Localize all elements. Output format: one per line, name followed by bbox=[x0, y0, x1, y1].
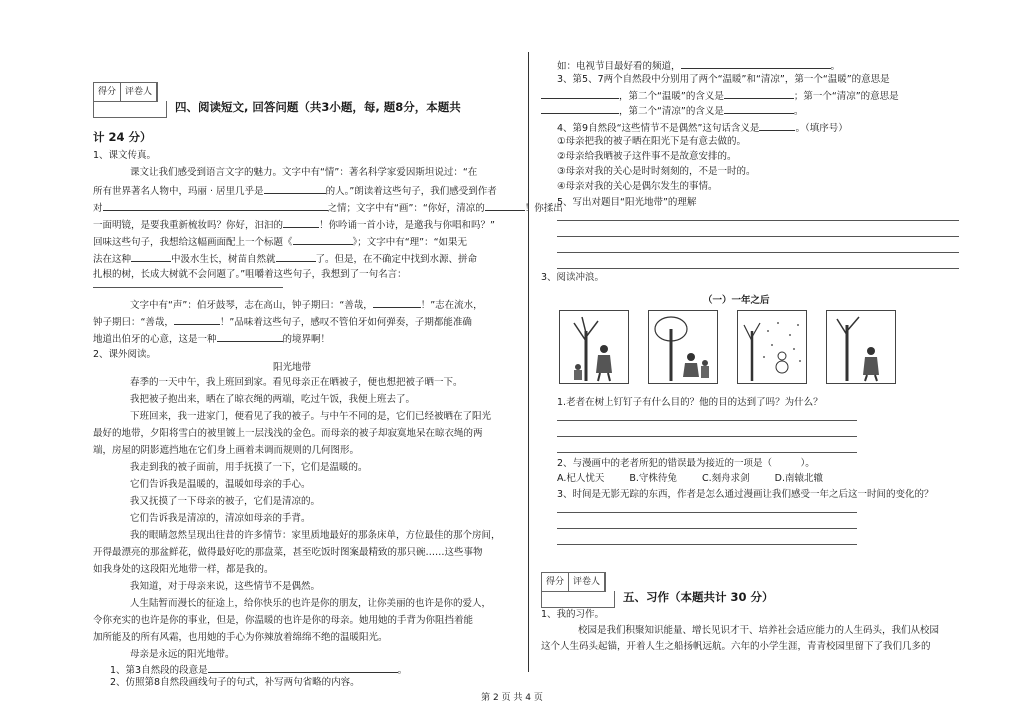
answer-line bbox=[557, 236, 959, 237]
page-number-footer: 第 2 页 共 4 页 bbox=[481, 693, 543, 703]
comic-question-1: 1.老者在树上钉钉子有什么目的？他的目的达到了吗？为什么？ bbox=[557, 397, 823, 408]
answer-line bbox=[557, 544, 857, 545]
score-box-left bbox=[93, 82, 158, 102]
answer-line bbox=[557, 220, 959, 221]
p2-line1: 文字中有“声”：伯牙鼓琴，志在高山，钟子期曰：“善哉， ！”志在流水， bbox=[130, 297, 483, 313]
choice-a: A.杞人忧天 bbox=[557, 473, 605, 484]
tree-man-illustration bbox=[560, 311, 628, 383]
snow-scene-illustration bbox=[738, 311, 806, 383]
story-line: 最好的地带，夕阳将雪白的被里镀上一层浅浅的金色。而母亲的被子却寂寞地呆在晾衣绳的两 bbox=[93, 428, 483, 439]
score-box-right bbox=[541, 572, 606, 592]
q3-line2: ，第二个“温暖”的含义是 ；第一个“清凉”的意思是 bbox=[541, 88, 899, 104]
option-3: ③母亲对我的关心是时时刻刻的，不是一时的。 bbox=[557, 166, 756, 177]
comic-choices bbox=[557, 472, 823, 486]
story-line: 下班回来，我一进家门，便看见了我的被子。与中午不同的是，它们已经被晒在了阳光 bbox=[130, 411, 492, 422]
answer-line bbox=[557, 528, 857, 529]
sub-question-2: 2、仿照第8自然段画线句子的句式，补写两句省略的内容。 bbox=[110, 677, 360, 688]
story-line: 我走到我的被子面前，用手抚摸了一下，它们是温暖的。 bbox=[130, 462, 368, 473]
grader-label: 评卷人 bbox=[121, 83, 157, 101]
p1-line6: 法在这种 中汲水生长，树苗自然就 了。但是，在不确定中找到水源、拼命 bbox=[93, 251, 477, 267]
story-line: 人生陆暂而漫长的征途上，给你快乐的也许是你的朋友，让你美丽的也许是你的爱人， bbox=[130, 598, 492, 609]
p2-line2: 钟子期曰：“善哉， ！”品味着这些句子，感叹不管伯牙如何弹奏，子期都能准确 bbox=[93, 314, 472, 330]
comic-title: （一）一年之后 bbox=[703, 295, 770, 306]
section-5-title: 五、习作（本题共计 30 分） bbox=[623, 590, 774, 604]
comic-panel-2 bbox=[648, 310, 718, 384]
score-label: 得分 bbox=[542, 573, 569, 591]
p1-line3: 对 之情；文字中有“画”：“你好，清凉的 ！你揉出 bbox=[93, 200, 563, 216]
choice-c: C.刻舟求剑 bbox=[701, 473, 750, 484]
sub-question-1: 1、第3自然段的段意是 。 bbox=[110, 662, 407, 678]
example-line: 如：电视节目最好看的频道， 。 bbox=[557, 58, 840, 74]
story-line: 加所能及的所有风霜，也用她的手心为你辣放着绵绵不绝的温暖阳光。 bbox=[93, 632, 388, 643]
tree-man-illustration bbox=[649, 311, 717, 383]
writing-body-line2: 这个人生码头起锚，开着人生之船扬帆远航。六年的小学生涯，青青校园里留下了我们几多的 bbox=[541, 641, 931, 652]
story-line: 我知道，对于母亲来说，这些情节不是偶然。 bbox=[130, 581, 321, 592]
choice-b: B.守株待兔 bbox=[629, 473, 677, 484]
question-1: 1、课文传真。 bbox=[93, 150, 157, 161]
tree-man-illustration bbox=[827, 311, 895, 383]
story-line: 它们告诉我是温暖的，温暖如母亲的手心。 bbox=[130, 479, 311, 490]
option-4: ④母亲对我的关心是偶尔发生的事情。 bbox=[557, 181, 718, 192]
story-line: 如我身处的这段阳光地带一样，都是我的。 bbox=[93, 564, 274, 575]
story-line: 我把被子抱出来，晒在了晾衣绳的两端，吃过午饭，我便上班去了。 bbox=[130, 394, 416, 405]
q3-line1: 3、第5、7两个自然段中分别用了两个“温暖”和“清凉”，第一个“温暖”的意思是 bbox=[557, 74, 890, 85]
comic-panel-3 bbox=[737, 310, 807, 384]
grader-label: 评卷人 bbox=[569, 573, 605, 591]
story-line: 春季的一天中午，我上班回到家。看见母亲正在晒被子，便也想把被子晒一下。 bbox=[130, 377, 463, 388]
answer-line bbox=[557, 436, 857, 437]
p1-line1: 课文让我们感受到语言文字的魅力。文字中有“情”：著名科学家爱因斯坦说过：“在 bbox=[130, 167, 478, 178]
answer-line bbox=[557, 512, 857, 513]
comic-panel-1 bbox=[559, 310, 629, 384]
story-line: 母亲是永远的阳光地带。 bbox=[130, 649, 235, 660]
choice-d: D.南辕北辙 bbox=[774, 473, 823, 484]
question-2: 2、课外阅读。 bbox=[93, 349, 157, 360]
comic-panel-4 bbox=[826, 310, 896, 384]
q3-line3: ，第二个“清凉”的含义是 。 bbox=[541, 103, 803, 119]
q5: 5、写出对题目“阳光地带”的理解 bbox=[557, 197, 697, 208]
answer-line bbox=[557, 420, 857, 421]
option-2: ②母亲给我晒被子这件事不是故意安排的。 bbox=[557, 151, 737, 162]
column-divider bbox=[528, 52, 529, 672]
p1-line4: 一面明镜，是要我重新梳妆吗？你好，汩汩的 ！你吟诵一首小诗，是邀我与你唱和吗？” bbox=[93, 217, 495, 233]
comic-question-3: 3、时间是无影无踪的东西，作者是怎么通过漫画让我们感受一年之后这一时间的变化的？ bbox=[557, 489, 934, 500]
story-title: 阳光地带 bbox=[273, 362, 312, 373]
option-1: ①母亲把我的被子晒在阳光下是有意去做的。 bbox=[557, 136, 747, 147]
writing-body-line1: 校园是我们积聚知识能量、增长见识才干、培养社会适应能力的人生码头，我们从校园 bbox=[578, 625, 940, 636]
story-line: 我的眼睛忽然呈现出往昔的许多情节：家里质地最好的那条床单，方位最佳的那个房间， bbox=[130, 530, 501, 541]
comic-question-2: 2、与漫画中的老者所犯的错误最为接近的一项是（ ）。 bbox=[557, 458, 815, 469]
story-line: 开得最漂亮的那盆鲜花，做得最好吃的那盘菜，甚至吃饭时图案最精致的那只碗……这些事物 bbox=[93, 547, 483, 558]
story-line: 它们告诉我是清凉的，清凉如母亲的手背。 bbox=[130, 513, 311, 524]
answer-line bbox=[557, 252, 959, 253]
section-4-title-cont: 计 24 分） bbox=[93, 130, 152, 144]
story-line: 我又抚摸了一下母亲的被子，它们是清凉的。 bbox=[130, 496, 321, 507]
writing-question-1: 1、我的习作。 bbox=[541, 609, 605, 620]
score-label: 得分 bbox=[94, 83, 121, 101]
p1-line5: 回味这些句子，我想给这幅画面配上一个标题《 》；文字中有“理”：“如果无 bbox=[93, 234, 467, 250]
p1-line7: 扎根的树，长成大树就不会问题了。”咀嚼着这些句子，我想到了一句名言： bbox=[93, 269, 407, 280]
p1-line2: 所有世界著名人物中，玛丽 · 居里几乎是 的人。”朗读着这些句子，我们感受到作者 bbox=[93, 183, 497, 199]
p2-line3: 地道出伯牙的心意，这是一种 的境界啊！ bbox=[93, 331, 330, 347]
story-line: 端，房屋的阴影遮挡地在它们身上画着耒调而规则的几何图形。 bbox=[93, 445, 360, 456]
section-reading-surf: 3、阅读冲浪。 bbox=[541, 272, 605, 283]
answer-line bbox=[557, 452, 857, 453]
answer-line bbox=[557, 268, 959, 269]
section-4-title: 四、阅读短文, 回答问题（共3小题，每, 题8分，本题共 bbox=[175, 100, 461, 114]
q4: 4、第9自然段“这些情节不是偶然”这句话含义是 。（填序号） bbox=[557, 120, 848, 136]
story-line: 令你充实的也许是你的事业，但是，你温暖的也许是你的母亲。她用她的手背为你阻挡着能 bbox=[93, 615, 474, 626]
answer-line bbox=[93, 287, 283, 288]
